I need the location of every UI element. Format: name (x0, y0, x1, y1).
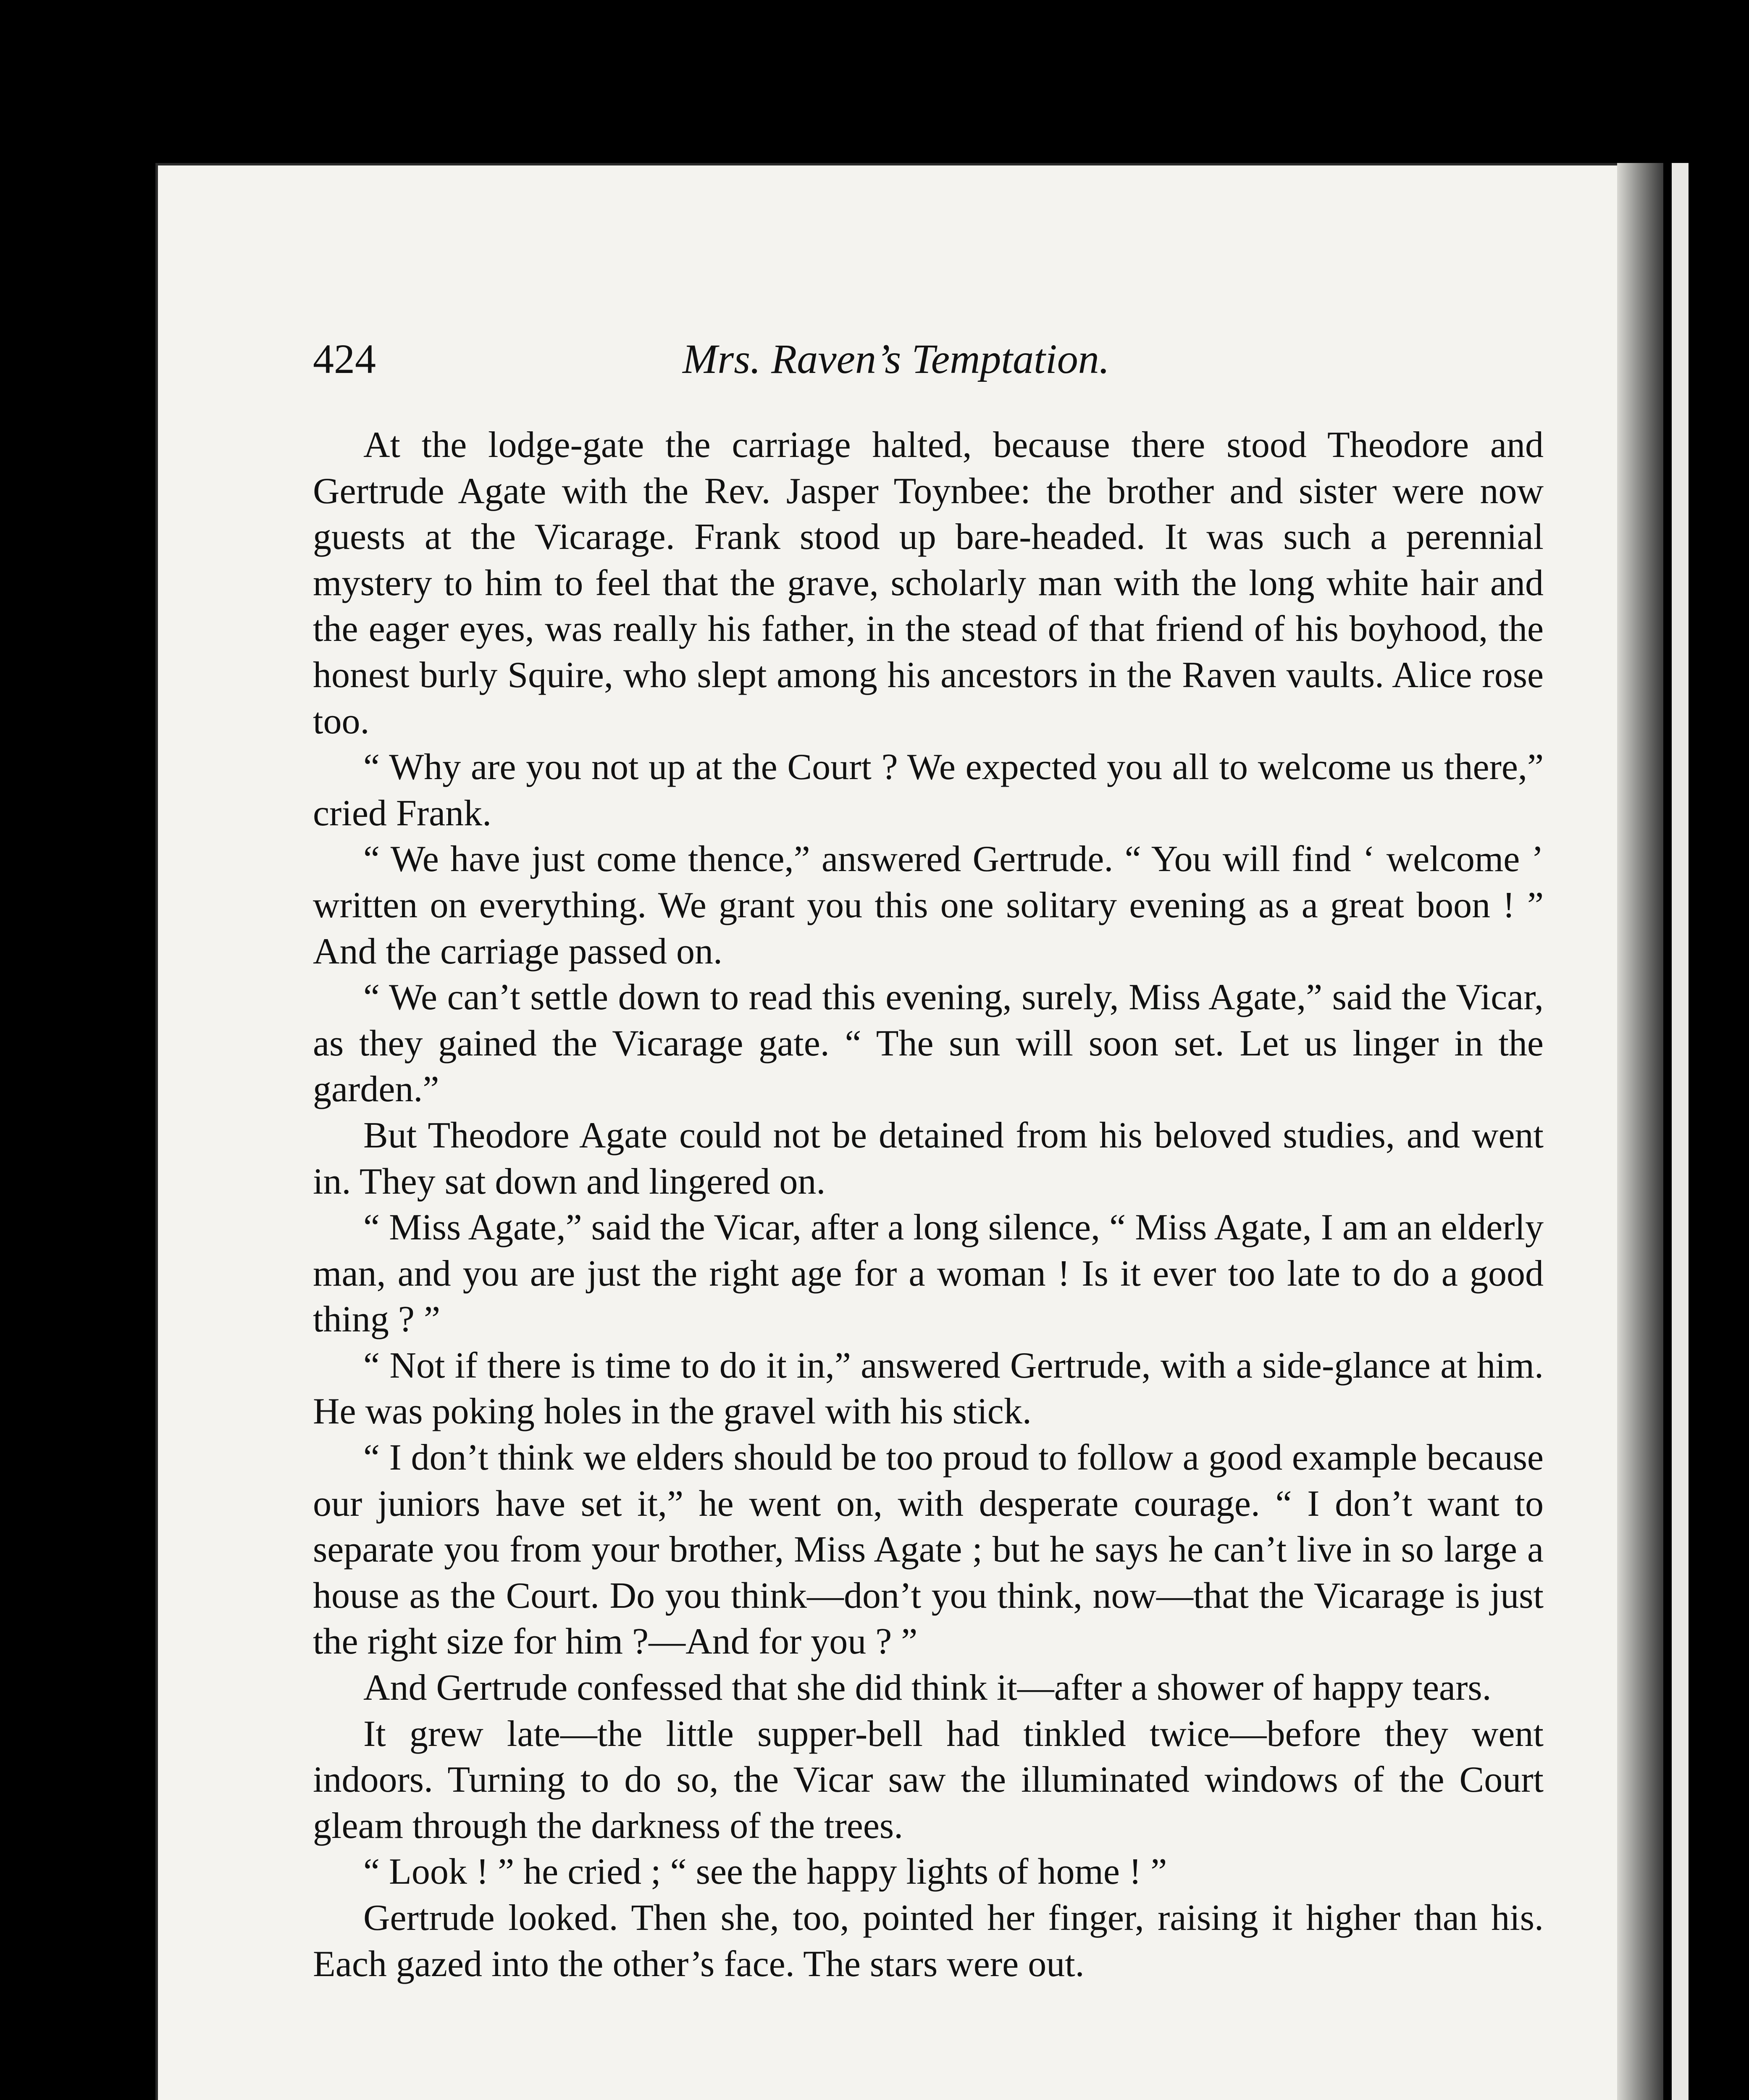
paragraph: “ Look ! ” he cried ; “ see the happy lights of home ! ” (363, 1851, 1167, 1893)
page-binding-shadow (1617, 163, 1663, 2100)
page-number: 424 (313, 336, 376, 382)
paragraph: Gertrude looked. Then she, too, pointed her finger, raising it higher than his. Each gazed into the other’s face. The stars were out. (313, 1898, 1544, 1984)
running-header (313, 332, 1447, 386)
paragraph: “ Not if there is time to do it in,” answered Gertrude, with a side-glance at him. He was poking holes in the gravel with his stick. (313, 1345, 1544, 1432)
running-title: Mrs. Raven’s Temptation. (683, 336, 1110, 382)
paragraph: “ We have just come thence,” answered Gertrude. “ You will find ‘ welcome ’ written on everything. We grant you this one solitary evening as a great boon ! ” And the carriage passed on. (313, 839, 1544, 972)
paragraph: “ I don’t think we elders should be too proud to follow a good example because our juniors have set it,” he went on, with desperate courage. “ I don’t want to separate you from your brother, Miss Agate ; but he says he can’t live in so large a house as the Court. Do you think—don’t you think, now—that the Vicarage is just the right size for him ?—And for you ? ” (313, 1437, 1544, 1662)
paragraph: “ Miss Agate,” said the Vicar, after a long silence, “ Miss Agate, I am an elderly man, and you are just the right age for a woman ! Is it ever too late to do a good thing ? ” (313, 1207, 1544, 1340)
paragraph: “ We can’t settle down to read this evening, surely, Miss Agate,” said the Vicar, as they gained the Vicarage gate. “ The sun will soon set. Let us linger in the garden.” (313, 977, 1544, 1110)
body-text (313, 422, 1544, 1987)
adjacent-page-edge (1672, 163, 1689, 2100)
paragraph: “ Why are you not up at the Court ? We expected you all to welcome us there,” cried Frank. (313, 747, 1544, 834)
paragraph: At the lodge-gate the carriage halted, because there stood Theodore and Gertrude Agate with the Rev. Jasper Toynbee: the brother and sister were now guests at the Vicarage. Frank stood up bare-headed. It was such a perennial mystery to him to feel that the grave, scholarly man with the long white hair and the eager eyes, was really his father, in the stead of that friend of his boyhood, the honest burly Squire, who slept among his ancestors in the Raven vaults. Alice rose too. (313, 425, 1544, 742)
paragraph: It grew late—the little supper-bell had tinkled twice—before they went indoors. Turning to do so, the Vicar saw the illuminated windows of the Court gleam through the darkness of the trees. (313, 1713, 1544, 1846)
paragraph: But Theodore Agate could not be detained from his beloved studies, and went in. They sat down and lingered on. (313, 1115, 1544, 1202)
paragraph: And Gertrude confessed that she did think it—after a shower of happy tears. (363, 1667, 1492, 1709)
